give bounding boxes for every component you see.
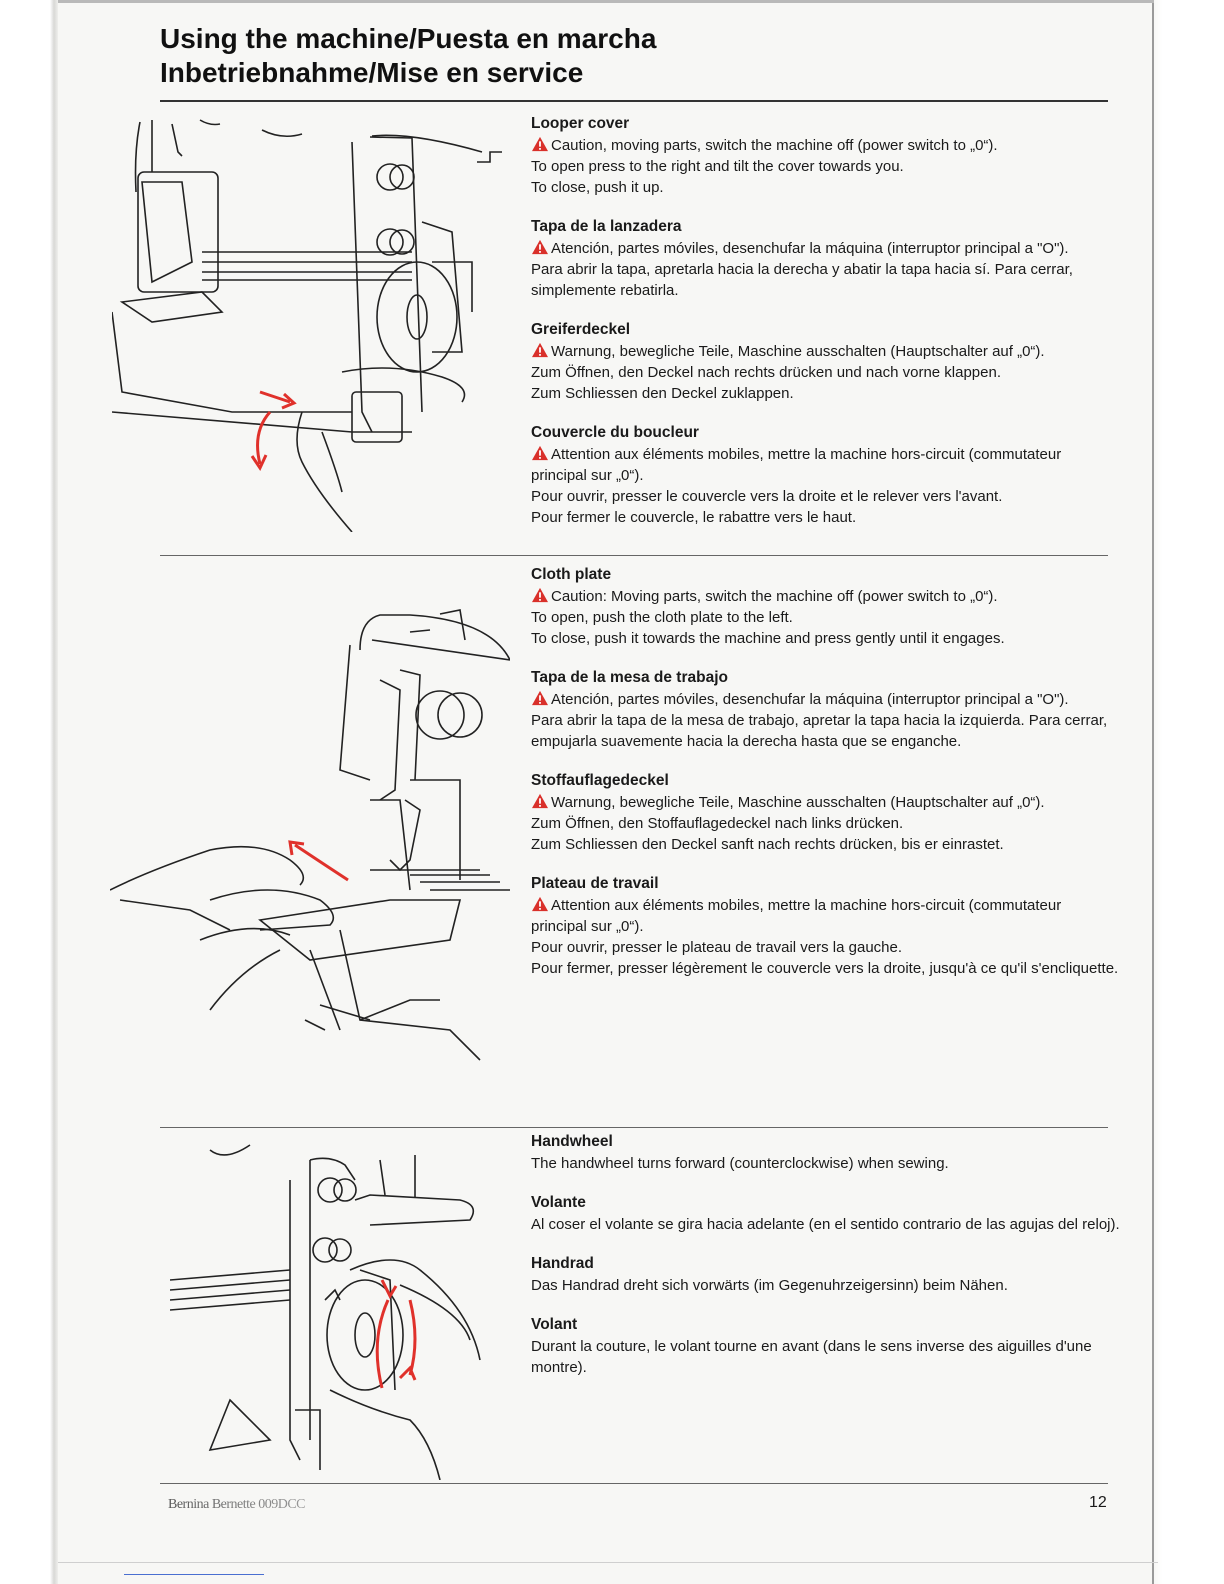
block-line: Das Handrad dreht sich vorwärts (im Gegenuhrzeigersinn) beim Nähen. [531,1277,1008,1294]
warning-icon [531,690,549,706]
warning-icon [531,896,549,912]
block-line: Para abrir la tapa, apretarla hacia la derecha y abatir la tapa hacia sí. Para cerrar, simplemente rebatirla. [531,261,1073,299]
text-block [531,873,1121,979]
block-line: Al coser el volante se gira hacia adelante (en el sentido contrario de las agujas del reloj). [531,1216,1120,1233]
scan-right-margin [1152,0,1224,1584]
block-line: Warnung, bewegliche Teile, Maschine ausschalten (Hauptschalter auf „0“). [551,343,1045,360]
footer-rule [160,1483,1108,1484]
warning-icon [531,793,549,809]
warning-icon [531,342,549,358]
block-line: Caution: Moving parts, switch the machine off (power switch to „0“). [551,588,998,605]
block-line: Zum Schliessen den Deckel zuklappen. [531,385,794,402]
text-block [531,113,1121,198]
scan-left-margin [0,0,58,1584]
block-heading: Couvercle du boucleur [531,424,699,441]
block-heading: Stoffauflagedeckel [531,772,669,789]
title-line-1: Using the machine/Puesta en marcha [160,23,657,54]
block-line: To open, push the cloth plate to the left. [531,609,793,626]
block-heading: Handwheel [531,1133,613,1150]
block-line: To close, push it up. [531,179,664,196]
block-heading: Volant [531,1316,578,1333]
block-line: Attention aux éléments mobiles, mettre la machine hors-circuit (commutateur principal sur „0“). [531,446,1062,484]
section-handwheel [531,1131,1121,1396]
block-line: Pour fermer, presser légèrement le couvercle vers la droite, jusqu'à ce qu'il s'encliquette. [531,960,1119,977]
warning-icon [531,445,549,461]
block-line: Zum Öffnen, den Deckel nach rechts drücken und nach vorne klappen. [531,364,1002,381]
page-number: 12 [1089,1494,1107,1511]
block-line: The handwheel turns forward (counterclockwise) when sewing. [531,1155,949,1172]
block-heading: Plateau de travail [531,875,659,892]
block-heading: Volante [531,1194,586,1211]
text-block [531,667,1121,752]
block-heading: Looper cover [531,115,630,132]
title-line-2: Inbetriebnahme/Mise en service [160,57,584,88]
text-block [531,1253,1121,1296]
text-block [531,1192,1121,1235]
scan-bottom-mark [124,1574,264,1575]
page-title [160,22,656,90]
text-block [531,422,1121,528]
scan-top-edge [58,0,1154,3]
text-block [531,319,1121,404]
section-divider [160,555,1108,556]
text-block [531,770,1121,855]
header-rule [160,100,1108,102]
text-block [531,216,1121,301]
text-block [531,1131,1121,1174]
block-line: Zum Schliessen den Deckel sanft nach rechts drücken, bis er einrastet. [531,836,1004,853]
block-line: Zum Öffnen, den Stoffauflagedeckel nach links drücken. [531,815,904,832]
block-heading: Tapa de la lanzadera [531,218,682,235]
looper-cover-illustration [112,112,522,532]
block-line: Warnung, bewegliche Teile, Maschine ausschalten (Hauptschalter auf „0“). [551,794,1045,811]
block-heading: Greiferdeckel [531,321,631,338]
block-line: Attention aux éléments mobiles, mettre la machine hors-circuit (commutateur principal sur „0“). [531,897,1062,935]
block-heading: Handrad [531,1255,594,1272]
warning-icon [531,587,549,603]
section-divider [160,1127,1108,1128]
warning-icon [531,239,549,255]
section-cloth-plate [531,564,1121,997]
block-line: Atención, partes móviles, desenchufar la máquina (interruptor principal a "O"). [551,240,1069,257]
block-line: Pour ouvrir, presser le plateau de travail vers la gauche. [531,939,903,956]
block-line: Para abrir la tapa de la mesa de trabajo, apretar la tapa hacia la izquierda. Para cerrar, empujarla suavemente hacia la derecha hasta que se enganche. [531,712,1108,750]
block-line: Atención, partes móviles, desenchufar la máquina (interruptor principal a "O"). [551,691,1069,708]
scan-bottom-edge [58,1562,1158,1563]
block-line: Pour fermer le couvercle, le rabattre vers le haut. [531,509,857,526]
section-looper-cover [531,113,1121,546]
block-line: Caution, moving parts, switch the machine off (power switch to „0“). [551,137,998,154]
block-line: Pour ouvrir, presser le couvercle vers la droite et le relever vers l'avant. [531,488,1003,505]
block-heading: Cloth plate [531,566,612,583]
cloth-plate-illustration [110,600,510,1070]
text-block [531,564,1121,649]
block-line: To open press to the right and tilt the cover towards you. [531,158,904,175]
block-line: To close, push it towards the machine and press gently until it engages. [531,630,1005,647]
text-block [531,1314,1121,1378]
footer-model: Bernina Bernette 009DCC [168,1497,306,1512]
handwheel-illustration [170,1140,500,1480]
warning-icon [531,136,549,152]
block-line: Durant la couture, le volant tourne en avant (dans le sens inverse des aiguilles d'une montre). [531,1338,1092,1376]
block-heading: Tapa de la mesa de trabajo [531,669,728,686]
